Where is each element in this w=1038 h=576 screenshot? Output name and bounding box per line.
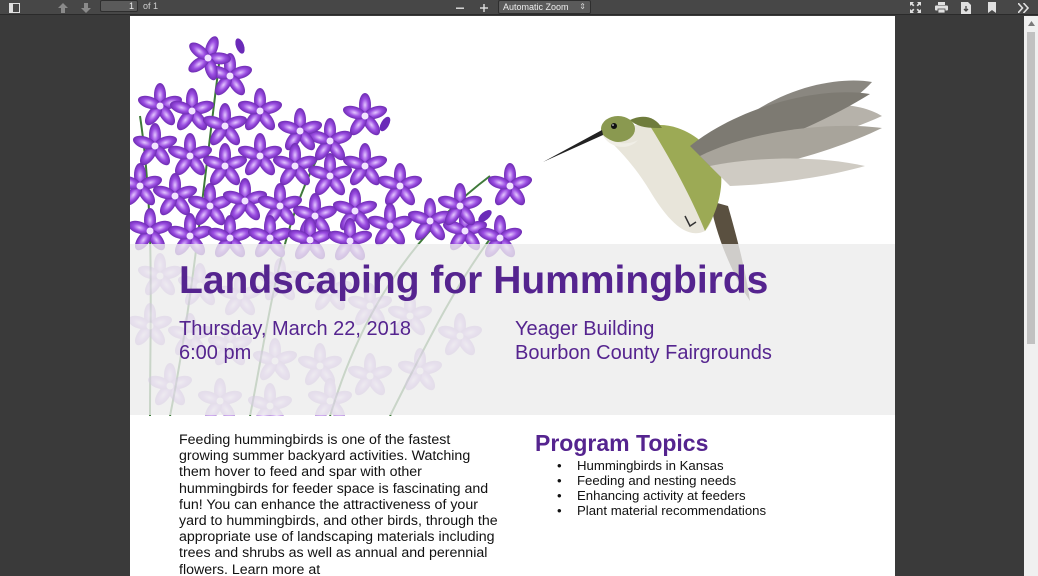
event-date: Thursday, March 22, 2018 xyxy=(179,318,411,340)
select-caret-icon: ⇕ xyxy=(579,2,586,11)
sidebar-toggle-icon[interactable] xyxy=(6,0,22,15)
list-item xyxy=(557,488,766,503)
list-item xyxy=(557,458,766,473)
topic-label: Enhancing activity at feeders xyxy=(577,488,746,503)
previous-page-icon[interactable] xyxy=(55,0,71,15)
list-item xyxy=(557,473,766,488)
next-page-icon[interactable] xyxy=(78,0,94,15)
event-location xyxy=(515,317,772,365)
topic-label: Hummingbirds in Kansas xyxy=(577,458,724,473)
vertical-scrollbar[interactable] xyxy=(1024,16,1038,576)
scroll-up-arrow-icon[interactable] xyxy=(1024,16,1038,30)
presentation-mode-icon[interactable] xyxy=(907,0,923,15)
pdf-toolbar xyxy=(0,0,1038,15)
page-number-input[interactable]: 1 xyxy=(100,0,138,12)
flyer-title: Landscaping for Hummingbirds xyxy=(179,259,769,302)
event-venue: Yeager Building xyxy=(515,318,655,340)
program-topics-list xyxy=(557,458,766,518)
event-time: 6:00 pm xyxy=(179,342,252,364)
list-item xyxy=(557,503,766,518)
pdf-page xyxy=(130,16,895,576)
zoom-in-icon[interactable] xyxy=(476,0,492,15)
zoom-select[interactable] xyxy=(498,0,591,14)
zoom-select-value: Automatic Zoom xyxy=(503,2,569,12)
intro-paragraph: Feeding hummingbirds is one of the fastest growing summer backyard activities. Watching them hover to feed and spar with other hummingbirds for feeder space is fascinating and fun! You can enhance the attractiveness of your yard to hummingbirds, and other birds, through the appropriate use of landscaping materials including trees and shrubs as well as annual and perennial flowers. Learn more at xyxy=(179,432,498,576)
event-datetime xyxy=(179,317,411,365)
program-topics-heading: Program Topics xyxy=(535,430,709,456)
bullet-icon: • xyxy=(557,473,562,488)
bookmark-icon[interactable] xyxy=(984,0,1000,15)
zoom-out-icon[interactable] xyxy=(452,0,468,15)
event-place: Bourbon County Fairgrounds xyxy=(515,342,772,364)
bullet-icon: • xyxy=(557,488,562,503)
download-icon[interactable] xyxy=(958,0,974,15)
print-icon[interactable] xyxy=(932,0,950,15)
scrollbar-thumb[interactable] xyxy=(1027,32,1035,344)
topic-label: Plant material recommendations xyxy=(577,503,767,518)
bullet-icon: • xyxy=(557,458,562,473)
page-count-label: of 1 xyxy=(143,1,159,11)
topic-label: Feeding and nesting needs xyxy=(577,473,737,488)
tools-icon[interactable] xyxy=(1014,0,1032,15)
bullet-icon: • xyxy=(557,503,562,518)
